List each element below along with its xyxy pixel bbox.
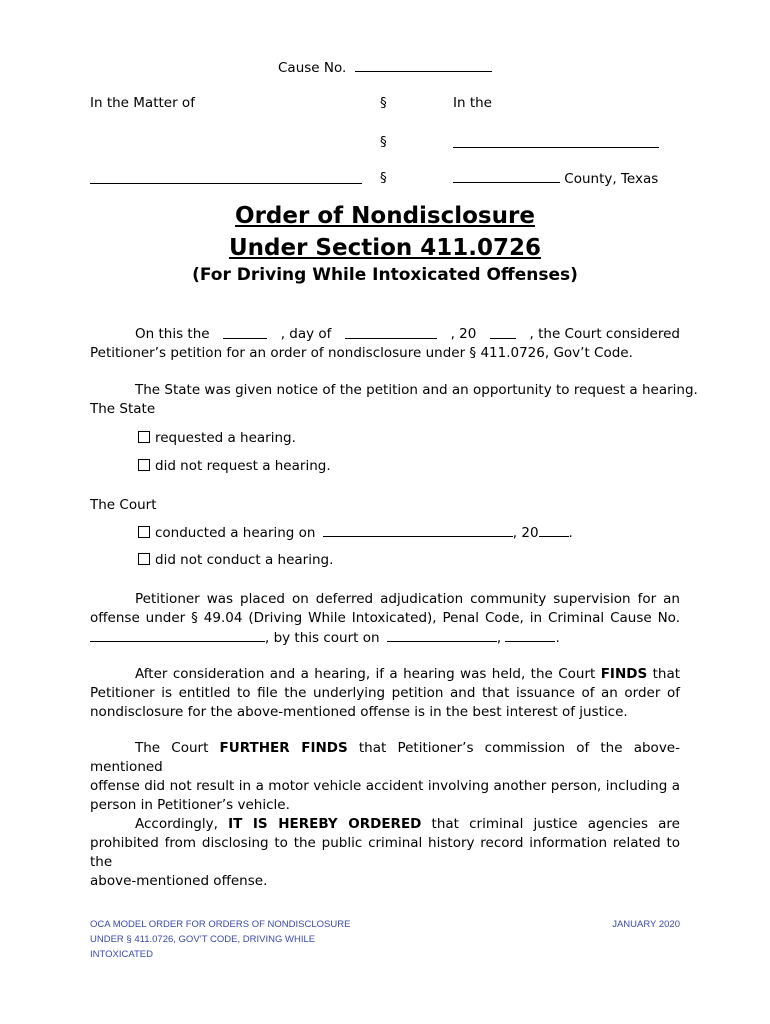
footer-line: OCA MODEL ORDER FOR ORDERS OF NONDISCLOSURE [90, 919, 351, 930]
paragraph-text: After consideration and a hearing, if a hearing was held, the Court [135, 666, 596, 682]
day-blank[interactable] [223, 325, 267, 339]
petition-text: Petitioner’s petition for an order of nondisclosure under § 411.0726, Gov’t Code. [90, 345, 633, 361]
paragraph-line: prohibited from disclosing to the public criminal history record information related to the [90, 835, 680, 870]
paragraph-text: , by this court on [265, 630, 380, 646]
court-finds-paragraph [90, 665, 680, 722]
checkbox[interactable] [138, 553, 150, 565]
year-blank[interactable] [490, 325, 516, 339]
county-line [453, 169, 658, 188]
section-symbol: § [380, 95, 387, 111]
day-of-text: , day of [280, 326, 332, 342]
hereby-ordered-emphasis: IT IS HEREBY ORDERED [228, 816, 422, 832]
hearing-date-blank[interactable] [323, 523, 513, 537]
on-this-the-text: On this the [135, 326, 210, 342]
paragraph-text: that criminal justice agencies are [431, 816, 680, 832]
further-finds-paragraph [90, 739, 680, 815]
footer-left [90, 917, 350, 962]
party-name-blank[interactable] [90, 170, 362, 184]
order-title-section: Under Section 411.0726 [228, 235, 542, 261]
month-blank[interactable] [345, 325, 437, 339]
date-considered-line [135, 325, 680, 343]
state-option-requested [138, 429, 296, 447]
year-prefix-text: , 20 [512, 525, 539, 541]
county-blank[interactable] [453, 169, 560, 183]
paragraph-line: offense did not result in a motor vehicle accident involving another person, including a [90, 778, 680, 794]
county-texas-label: County, Texas [564, 171, 659, 187]
section-symbol: § [380, 134, 387, 150]
footer-date: JANUARY 2020 [612, 919, 680, 930]
order-title: Order of Nondisclosure [235, 203, 535, 229]
footer-line: INTOXICATED [90, 949, 153, 960]
cause-number-line [278, 58, 492, 77]
cause-no-blank[interactable] [355, 58, 492, 72]
paragraph-line: above-mentioned offense. [90, 873, 268, 889]
period-text: . [568, 525, 573, 541]
court-considered-text: , the Court considered [529, 326, 680, 342]
paragraph-line: nondisclosure for the above-mentioned offense is in the best interest of justice. [90, 704, 628, 720]
checkbox[interactable] [138, 526, 150, 538]
paragraph-text: The Court [135, 740, 209, 756]
option-label: did not request a hearing. [155, 458, 331, 474]
year-prefix-text: , 20 [450, 326, 477, 342]
court-name-blank[interactable] [453, 134, 659, 148]
supervision-date-blank[interactable] [387, 628, 497, 642]
paragraph-line: Petitioner is entitled to file the underlying petition and that issuance of an order of [90, 685, 680, 701]
checkbox[interactable] [138, 459, 150, 471]
ordered-paragraph [90, 815, 680, 891]
footer-line: UNDER § 411.0726, GOV’T CODE, DRIVING WHILE [90, 934, 316, 945]
cause-no-label: Cause No. [278, 60, 347, 76]
the-state-label: The State [90, 401, 156, 417]
paragraph-text: that Petitioner’s commission of the above-mentioned [90, 740, 680, 775]
in-matter-of-label: In the Matter of [90, 95, 195, 111]
paragraph-line: Petitioner was placed on deferred adjudication community supervision for an [135, 591, 680, 607]
checkbox[interactable] [138, 431, 150, 443]
finds-emphasis: FINDS [600, 666, 648, 682]
court-option-not-conducted [138, 551, 333, 569]
hearing-year-blank[interactable] [539, 523, 569, 537]
paragraph-text: , [496, 630, 502, 646]
deferred-adjudication-paragraph [90, 590, 680, 648]
section-symbol: § [380, 170, 387, 186]
criminal-cause-no-blank[interactable] [90, 628, 265, 642]
in-the-label: In the [453, 95, 492, 111]
court-option-conducted [138, 523, 573, 542]
state-notice-text: The State was given notice of the petition and an opportunity to request a hearing. [135, 382, 698, 398]
paragraph-text: Accordingly, [135, 816, 218, 832]
order-subtitle: (For Driving While Intoxicated Offenses) [192, 265, 578, 285]
paragraph-text: . [555, 630, 560, 646]
state-option-not-requested [138, 457, 331, 475]
option-label: conducted a hearing on [155, 525, 316, 541]
paragraph-line: person in Petitioner’s vehicle. [90, 797, 290, 813]
supervision-year-blank[interactable] [505, 628, 555, 642]
option-label: requested a hearing. [155, 430, 296, 446]
the-court-label: The Court [90, 497, 157, 513]
paragraph-text: that [652, 666, 681, 682]
further-finds-emphasis: FURTHER FINDS [219, 740, 348, 756]
option-label: did not conduct a hearing. [155, 552, 334, 568]
paragraph-line: offense under § 49.04 (Driving While Intoxicated), Penal Code, in Criminal Cause No. [90, 610, 680, 626]
